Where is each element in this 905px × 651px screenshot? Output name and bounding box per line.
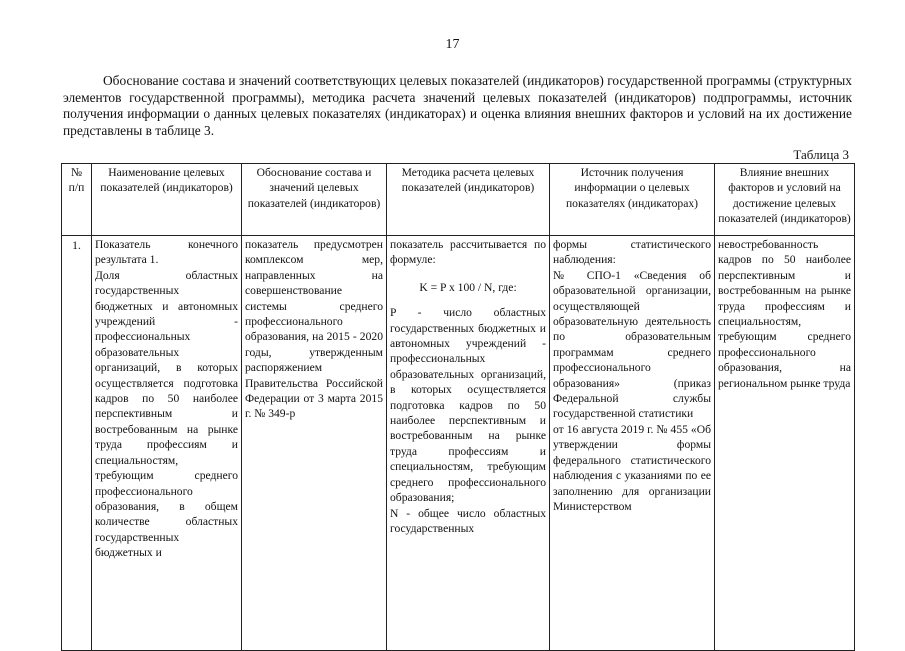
method-text: P - число областных государственных бюджетных и автономных учреждений - профессиональных образовательных организаций, в которых осуществляется подготовка кадров по 50 наиболее перспективным и востребованным на рынке труда профессиям и специальностям, требующим среднего профессионального образования; N - общее число областных государственных <box>390 306 546 535</box>
indicators-table <box>61 163 855 651</box>
header-source: Источник получения информации о целевых показателях (индикаторах) <box>550 164 715 236</box>
intro-paragraph: Обоснование состава и значений соответствующих целевых показателей (индикаторов) государственной программы (структурных элементов государственной программы), методика расчета значений целевых показателей (индикаторов) подпрограммы, источник получения информации о данных целевых показателях (индикаторах) и оценка влияния внешних факторов и условий на их достижение представлены в таблице 3. <box>63 73 852 138</box>
table-header-row <box>62 164 855 236</box>
table-row <box>62 236 855 651</box>
justification-cell: показатель предусмотрен комплексом мер, направленных на совершенствование системы среднего профессионального образования, на 2015 - 2020 годы, утвержденным распоряжением Правительства Российской Федерации от 3 марта 2015 г. № 349-р <box>242 236 387 651</box>
table-caption: Таблица 3 <box>793 147 849 162</box>
indicator-name-cell: Показатель конечного результата 1. Доля областных государственных бюджетных и автономных учреждений - профессиональных образовательных организаций, в которых осуществляется подготовка кадров по 50 наиболее перспективным и востребованным на рынке труда профессиям и специальностям, требующим среднего профессионального образования, в общем количестве областных государственных бюджетных и <box>92 236 242 651</box>
header-name: Наименование целевых показателей (индикаторов) <box>92 164 242 236</box>
influence-cell: невостребованность кадров по 50 наиболее перспективным и востребованным на рынке труда профессиям и специальностям, требующим среднего профессионального образования, на региональном рынке труда <box>715 236 855 651</box>
header-num: № п/п <box>62 164 92 236</box>
source-cell: формы статистического наблюдения: № СПО-1 «Сведения об образовательной организации, осуществляющей образовательную деятельность по образовательным программам среднего профессионального образования» (приказ Федеральной службы государственной статистики от 16 августа 2019 г. № 455 «Об утверждении формы федерального статистического наблюдения с указаниями по ее заполнению для организации Министерством <box>550 236 715 651</box>
header-method: Методика расчета целевых показателей (индикаторов) <box>387 164 550 236</box>
formula-intro: показатель рассчитывается по формуле: <box>390 238 546 267</box>
header-justification: Обоснование состава и значений целевых показателей (индикаторов) <box>242 164 387 236</box>
page-number: 17 <box>445 37 460 52</box>
header-influence: Влияние внешних факторов и условий на достижение целевых показателей (индикаторов) <box>715 164 855 236</box>
formula: K = P x 100 / N, где: <box>419 280 517 294</box>
method-cell <box>387 236 550 651</box>
row-number: 1. <box>62 236 92 651</box>
